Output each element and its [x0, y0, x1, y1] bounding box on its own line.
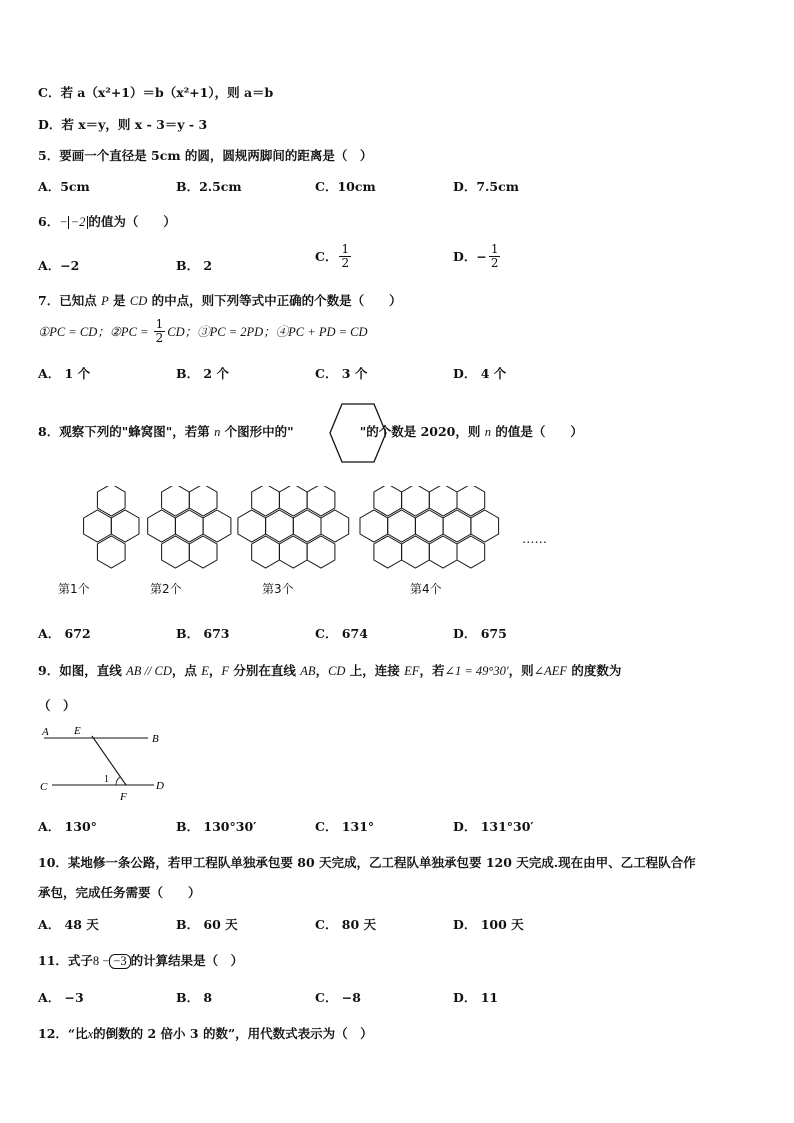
q7-stem-pre: 7．已知点 [38, 293, 102, 308]
q12-var-x: x [87, 1027, 94, 1041]
q7-stem [38, 291, 402, 309]
q9-stem [38, 661, 621, 679]
honeycomb-cell [266, 510, 294, 542]
q8-option-a: A． 672 [38, 626, 91, 641]
q6-option-c-label: C． [315, 249, 338, 265]
q8-option-d: D． 675 [453, 626, 507, 641]
q7-stem-post: 的中点，则下列等式中正确的个数是（ ） [147, 293, 402, 308]
q6-option-d [453, 243, 502, 269]
q9-point-e: E [201, 664, 209, 678]
honeycomb-cell [471, 510, 499, 542]
label-angle-1: 1 [104, 774, 109, 785]
q11-stem-post: 的计算结果是（ ） [130, 953, 244, 968]
honeycomb-cell [374, 536, 402, 568]
honeycomb-figures [30, 486, 590, 586]
honeycomb-cell [175, 510, 203, 542]
honeycomb-cell [429, 536, 457, 568]
honeycomb-cell [293, 510, 321, 542]
label-f: F [120, 791, 127, 802]
q11-option-b: B． 8 [176, 990, 213, 1005]
q6-stem-tail: 的值为（ ） [88, 214, 176, 229]
q6-option-c [315, 243, 353, 269]
honeycomb-cell [189, 536, 217, 568]
q9-answer-paren: （ ） [38, 698, 76, 713]
honeycomb-cell [443, 510, 471, 542]
honeycomb-cell [457, 486, 485, 516]
q7-segment-cd: CD [129, 294, 148, 308]
honeycomb-cell [97, 536, 125, 568]
honeycomb-cell [97, 486, 125, 516]
q7-option-b: B． 2 个 [176, 366, 229, 381]
q5-option-c: C．10cm [315, 179, 376, 194]
q6-option-c-fraction [339, 243, 351, 269]
q9-segment-ef: EF [404, 664, 420, 678]
q8-var-n: n [214, 425, 221, 439]
honeycomb-cell [402, 486, 430, 516]
honeycomb-cell [279, 486, 307, 516]
q4-option-c: C．若 a（x²+1）＝b（x²+1），则 a＝b [38, 85, 274, 100]
honeycomb-cell [388, 510, 416, 542]
q9-stem-pre: 9．如图，直线 [38, 663, 127, 678]
q12-stem-post: 的倒数的 2 倍小 3 的数”，用代数式表示为（ ） [93, 1026, 373, 1041]
q9-stem-c: 分别在直线 [229, 663, 301, 678]
q6-option-b: B． 2 [176, 258, 213, 273]
honeycomb-cell [189, 486, 217, 516]
q12-stem-pre: 12．“比 [38, 1026, 88, 1041]
q8-stem-pre: 8．观察下列的"蜂窝图"，若第 [38, 424, 215, 439]
q10-option-c: C． 80 天 [315, 917, 377, 932]
q5-stem: 5．要画一个直径是 5cm 的圆，圆规两脚间的距离是（ ） [38, 148, 373, 163]
hexagon-icon [328, 402, 388, 464]
q4-option-d: D．若 x＝y，则 x - 3＝y - 3 [38, 117, 208, 132]
honeycomb-cell [111, 510, 139, 542]
q7-equations [38, 318, 368, 344]
q7-eq-part2: CD；③PC = 2PD；④PC + PD = CD [167, 325, 368, 340]
honeycomb-cell [238, 510, 266, 542]
q6-option-d-fraction [489, 243, 501, 269]
q8-stem-mid: 个图形中的" [220, 424, 294, 439]
q10-stem-line2: 承包，完成任务需要（ ） [38, 885, 201, 900]
q10-option-d: D． 100 天 [453, 917, 524, 932]
q8-stem-post: "的个数是 2020，则 [359, 424, 485, 439]
honeycomb-ellipsis: …… [522, 531, 547, 546]
honeycomb-cell [321, 510, 349, 542]
honeycomb-cell [307, 486, 335, 516]
honeycomb-cell [429, 486, 457, 516]
q7-point-p: P [101, 294, 109, 308]
q9-parallel: AB // CD [126, 664, 172, 678]
honeycomb-cell [360, 510, 388, 542]
q6-stem [38, 212, 176, 230]
honeycomb-cell [415, 510, 443, 542]
q9-line-cd: CD [328, 664, 346, 678]
figure-caption-1: 第1个 [58, 582, 90, 596]
label-c: C [40, 781, 48, 793]
q10-option-a: A． 48 天 [38, 917, 99, 932]
q11-expr-paren: −3 [109, 954, 130, 969]
q5-option-a: A．5cm [38, 179, 90, 194]
q8-stem [38, 422, 583, 440]
q8-var-n2: n [484, 425, 491, 439]
q9-stem-b: ， [208, 663, 222, 678]
q7-option-a: A． 1 个 [38, 366, 91, 381]
q7-option-c: C． 3 个 [315, 366, 368, 381]
q9-option-a: A． 130° [38, 819, 97, 834]
q9-option-d: D． 131°30′ [453, 819, 534, 834]
honeycomb-cell [307, 536, 335, 568]
q11-expr: 8 − [92, 954, 110, 968]
q9-stem-h: 的度数为 [567, 663, 622, 678]
q9-option-c: C． 131° [315, 819, 375, 834]
honeycomb-cell [279, 536, 307, 568]
honeycomb-cell [148, 510, 176, 542]
honeycomb-cell [162, 486, 190, 516]
q9-angle-1: ∠1 = 49°30′ [444, 664, 509, 678]
q9-stem-a: ，点 [171, 663, 202, 678]
label-d: D [156, 780, 164, 792]
q9-stem-f: ，若 [419, 663, 445, 678]
honeycomb-cell [84, 510, 112, 542]
fraction-numerator: 1 [155, 317, 164, 331]
q11-stem [38, 951, 243, 969]
fraction-denominator: 2 [155, 330, 164, 345]
q11-option-c: C． −8 [315, 990, 361, 1005]
honeycomb-cell [252, 536, 280, 568]
honeycomb-cell [252, 486, 280, 516]
q9-option-b: B． 130°30′ [176, 819, 257, 834]
q9-stem-d: ， [315, 663, 329, 678]
fraction-numerator: 1 [341, 242, 350, 256]
figure-caption-3: 第3个 [262, 582, 294, 596]
q6-abs-value: −2 [68, 216, 89, 229]
q11-option-d: D． 11 [453, 990, 499, 1005]
q9-geometry-figure [36, 722, 176, 802]
honeycomb-cell [374, 486, 402, 516]
q5-option-b: B．2.5cm [176, 179, 242, 194]
q8-stem-end: 的值是（ ） [490, 424, 583, 439]
q11-stem-pre: 11．式子 [38, 953, 93, 968]
q6-number: 6． [38, 214, 60, 229]
q5-option-d: D．7.5cm [453, 179, 519, 194]
q9-point-f: F [221, 664, 230, 678]
q10-option-b: B． 60 天 [176, 917, 238, 932]
q6-option-a: A．−2 [38, 258, 80, 273]
q7-eq-fraction [154, 318, 166, 344]
q9-angle-aef: ∠AEF [533, 664, 568, 678]
label-b: B [152, 733, 159, 745]
q8-option-b: B． 673 [176, 626, 230, 641]
q7-option-d: D． 4 个 [453, 366, 507, 381]
fraction-denominator: 2 [341, 255, 350, 270]
figure-caption-2: 第2个 [150, 582, 182, 596]
fraction-numerator: 1 [490, 242, 499, 256]
honeycomb-cell [162, 536, 190, 568]
honeycomb-cell [203, 510, 231, 542]
honeycomb-cell [402, 536, 430, 568]
q7-eq-part1: ①PC = CD；②PC = [38, 325, 152, 340]
q7-stem-mid: 是 [108, 293, 130, 308]
fraction-denominator: 2 [490, 255, 499, 270]
label-e: E [74, 725, 81, 737]
q11-option-a: A． −3 [38, 990, 84, 1005]
q10-stem-line1: 10．某地修一条公路，若甲工程队单独承包要 80 天完成，乙工程队单独承包要 120 天完成.现在由甲、乙工程队合作 [38, 855, 696, 870]
label-a: A [42, 726, 49, 738]
q9-line-ab: AB [300, 664, 316, 678]
q9-stem-g: ，则 [508, 663, 534, 678]
q9-stem-e: 上，连接 [345, 663, 405, 678]
q6-minus: − [59, 215, 68, 229]
q12-stem [38, 1024, 373, 1042]
q6-option-d-label: D．− [453, 249, 487, 265]
q8-option-c: C． 674 [315, 626, 368, 641]
figure-caption-4: 第4个 [410, 582, 442, 596]
honeycomb-cell [457, 536, 485, 568]
